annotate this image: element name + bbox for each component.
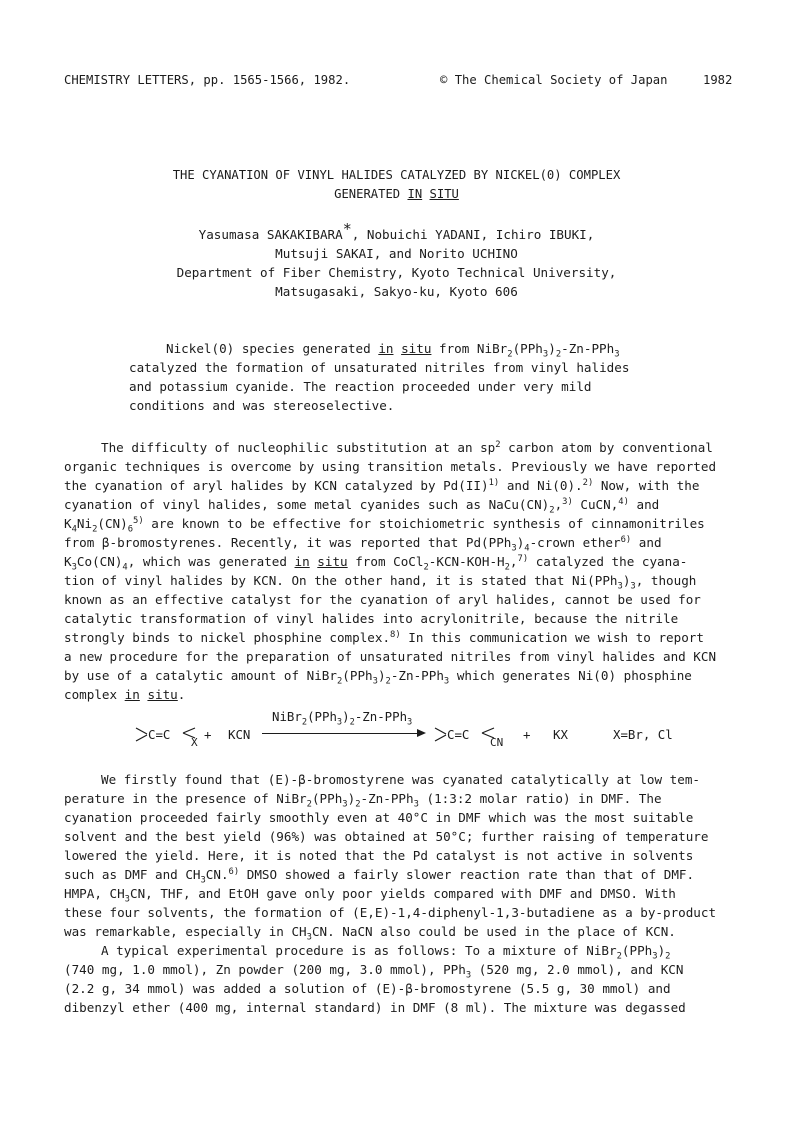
body-line: such as DMF and $CH_3CN.^{6)}$ DMSO showed a fairly slower reaction rate than that of DMF. bbox=[64, 866, 695, 886]
reagent-kcn: KCN bbox=[228, 727, 251, 742]
paper-title-line1: THE CYANATION OF VINYL HALIDES CATALYZED BY NICKEL(0) COMPLEX bbox=[172, 168, 621, 182]
body-line: We firstly found that (E)-β-bromostyrene was cyanated catalytically at low tem- bbox=[101, 772, 701, 787]
body-line: $K_3Co(CN)_4$, which was generated in situ from $CoCl_2-KCN-KOH-H_2,^{7)}$ catalyzed the cyana- bbox=[64, 553, 688, 573]
copyright-notice: © The Chemical Society of Japan bbox=[440, 73, 668, 87]
body-line: by use of a catalytic amount of $NiBr_2(PPh_3)_2-Zn-PPh_3$ which generates Ni(0) phosphine bbox=[64, 668, 692, 687]
body-line: HMPA, $CH_3CN$, THF, and EtOH gave only poor yields compared with DMF and DMSO. With bbox=[64, 886, 676, 905]
body-line: organic techniques is overcome by using transition metals. Previously we have reported bbox=[64, 459, 717, 474]
reaction-arrow-head-icon bbox=[417, 729, 426, 737]
unsaturated-nitrile: C=C bbox=[447, 727, 470, 742]
abstract-line: and potassium cyanide. The reaction proceeded under very mild bbox=[129, 379, 592, 394]
journal-citation: CHEMISTRY LETTERS, pp. 1565-1566, 1982. bbox=[64, 73, 351, 87]
body-line: strongly binds to nickel phosphine complex.$^{8)}$ In this communication we wish to report bbox=[64, 629, 704, 645]
body-line: the cyanation of aryl halides by KCN catalyzed by Pd(II)$^{1)}$ and Ni(0).$^{2)}$ Now, with the bbox=[64, 477, 700, 493]
halide-label: X bbox=[191, 736, 198, 749]
body-line: solvent and the best yield (96%) was obtained at 50°C; further raising of temperature bbox=[64, 829, 709, 844]
body-line: cyanation of vinyl halides, some metal cyanides such as $NaCu(CN)_2,^{3)}$ CuCN,$^{4)}$ and bbox=[64, 496, 660, 516]
body-line: complex in situ. bbox=[64, 687, 186, 702]
body-line: (2.2 g, 34 mmol) was added a solution of (E)-β-bromostyrene (5.5 g, 30 mmol) and bbox=[64, 981, 671, 996]
abstract-line: catalyzed the formation of unsaturated nitriles from vinyl halides bbox=[129, 360, 630, 375]
body-line: (740 mg, 1.0 mmol), Zn powder (200 mg, 3.0 mmol), PPh$_3$ (520 mg, 2.0 mmol), and KCN bbox=[64, 962, 684, 981]
body-line: $K_4Ni_2(CN)_6^{5)}$ are known to be effective for stoichiometric synthesis of cinnamonitriles bbox=[64, 515, 705, 535]
body-line: perature in the presence of $NiBr_2(PPh_3)_2-Zn-PPh_3$ (1:3:2 molar ratio) in DMF. The bbox=[64, 791, 662, 810]
affiliation-line2: Matsugasaki, Sakyo-ku, Kyoto 606 bbox=[275, 284, 518, 299]
body-line: tion of vinyl halides by KCN. On the other hand, it is stated that $Ni(PPh_3)_3$, though bbox=[64, 573, 697, 592]
body-line: The difficulty of nucleophilic substitution at an $sp^2$ carbon atom by conventional bbox=[101, 439, 713, 455]
plus-sign: + bbox=[523, 727, 531, 742]
body-line: known as an effective catalyst for the cyanation of aryl halides, cannot be used for bbox=[64, 592, 701, 607]
body-line: a new procedure for the preparation of unsaturated nitriles from vinyl halides and KCN bbox=[64, 649, 717, 664]
body-line: catalytic transformation of vinyl halides into acrylonitrile, because the nitrile bbox=[64, 611, 679, 626]
authors-line2: Mutsuji SAKAI, and Norito UCHINO bbox=[275, 246, 518, 261]
vinyl-halide: C=C bbox=[148, 727, 171, 742]
header-year: 1982 bbox=[703, 73, 733, 87]
body-line: dibenzyl ether (400 mg, internal standard) in DMF (8 ml). The mixture was degassed bbox=[64, 1000, 686, 1015]
plus-sign: + bbox=[204, 727, 212, 742]
body-line: cyanation proceeded fairly smoothly even at 40°C in DMF which was the most suitable bbox=[64, 810, 694, 825]
byproduct-kx: KX bbox=[553, 727, 568, 742]
paper-title-line2: GENERATED IN SITU bbox=[334, 187, 459, 201]
body-line: A typical experimental procedure is as follows: To a mixture of $NiBr_2(PPh_3)_2$ bbox=[101, 943, 671, 962]
abstract-line: Nickel(0) species generated in situ from $NiBr_2(PPh_3)_2-Zn-PPh_3$ bbox=[166, 341, 620, 360]
nitrile-label: CN bbox=[490, 736, 504, 749]
body-line: from β-bromostyrenes. Recently, it was reported that $Pd(PPh_3)_4$-crown ether$^{6)}$ and bbox=[64, 534, 662, 554]
body-line: these four solvents, the formation of (E,E)-1,4-diphenyl-1,3-butadiene as a by-product bbox=[64, 905, 717, 920]
body-line: lowered the yield. Here, it is noted that the Pd catalyst is not active in solvents bbox=[64, 848, 694, 863]
catalyst-label: $NiBr_2(PPh_3)_2-Zn-PPh_3$ bbox=[272, 709, 413, 728]
affiliation-line1: Department of Fiber Chemistry, Kyoto Technical University, bbox=[176, 265, 617, 280]
authors-line1: Yasumasa SAKAKIBARA*, Nobuichi YADANI, Ichiro IBUKI, bbox=[198, 219, 595, 242]
x-definition: X=Br, Cl bbox=[613, 727, 673, 742]
abstract-line: conditions and was stereoselective. bbox=[129, 398, 395, 413]
body-line: was remarkable, especially in $CH_3CN$. NaCN also could be used in the place of KCN. bbox=[64, 924, 676, 943]
reaction-arrow bbox=[262, 733, 419, 734]
